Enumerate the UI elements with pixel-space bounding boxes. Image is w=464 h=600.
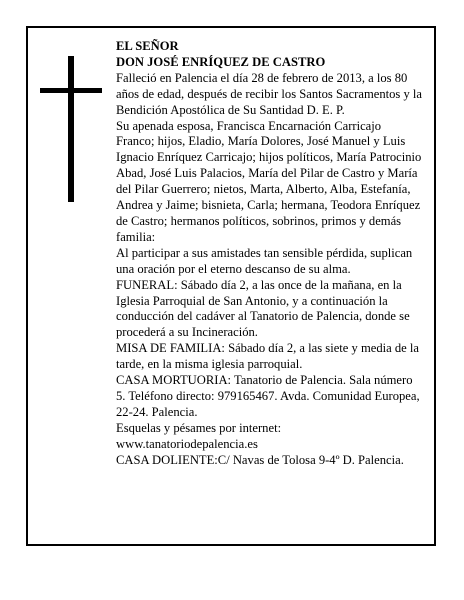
prayer-request-paragraph: Al participar a sus amistades tan sensible pérdida, suplican una oración por el eterno descanso de su alma. [116,245,413,276]
funeral-paragraph: FUNERAL: Sábado día 2, a las once de la mañana, en la Iglesia Parroquial de San Antonio, y a continuación la conducción del cadáver al Tanatorio de Palencia, donde se procederá a su Incineración. [116,277,410,340]
death-announcement-paragraph: Falleció en Palencia el día 28 de febrero de 2013, a los 80 años de edad, después de recibir los Santos Sacramentos y la Bendición Apostólica de Su Santidad D. E. P. [116,70,423,117]
obituary-notice [26,26,436,546]
online-condolences-paragraph: Esquelas y pésames por internet: www.tanatoriodepalencia.es [116,420,282,451]
notice-title-line1: EL SEÑOR [116,39,179,53]
cross-horizontal-bar [40,88,102,93]
notice-title-line2: DON JOSÉ ENRÍQUEZ DE CASTRO [116,54,326,69]
funeral-home-paragraph: CASA MORTUORIA: Tanatorio de Palencia. Sala número 5. Teléfono directo: 979165467. Avda. Comunidad Europea, 22-24. Palencia. [116,373,420,419]
cross-vertical-bar [68,56,74,202]
mourning-house-paragraph: CASA DOLIENTE:C/ Navas de Tolosa 9-4º D. Palencia. [116,452,404,467]
family-mass-paragraph: MISA DE FAMILIA: Sábado día 2, a las siete y media de la tarde, en la misma iglesia parroquial. [116,341,420,372]
family-paragraph: Su apenada esposa, Francisca Encarnación Carricajo Franco; hijos, Eladio, María Dolores, José Manuel y Luis Ignacio Enríquez Carricajo; hijos políticos, María Patrocinio Abad, José Luis Palacios, María del Pilar de Castro y María del Pilar Guerrero; nietos, Marta, Alberto, Alba, Estefanía, Andrea y Jaime; bisnieta, Carla; hermana, Teodora Enríquez de Castro; hermanos políticos, sobrinos, primos y demás familia: [116,118,422,244]
notice-body [116,39,422,468]
